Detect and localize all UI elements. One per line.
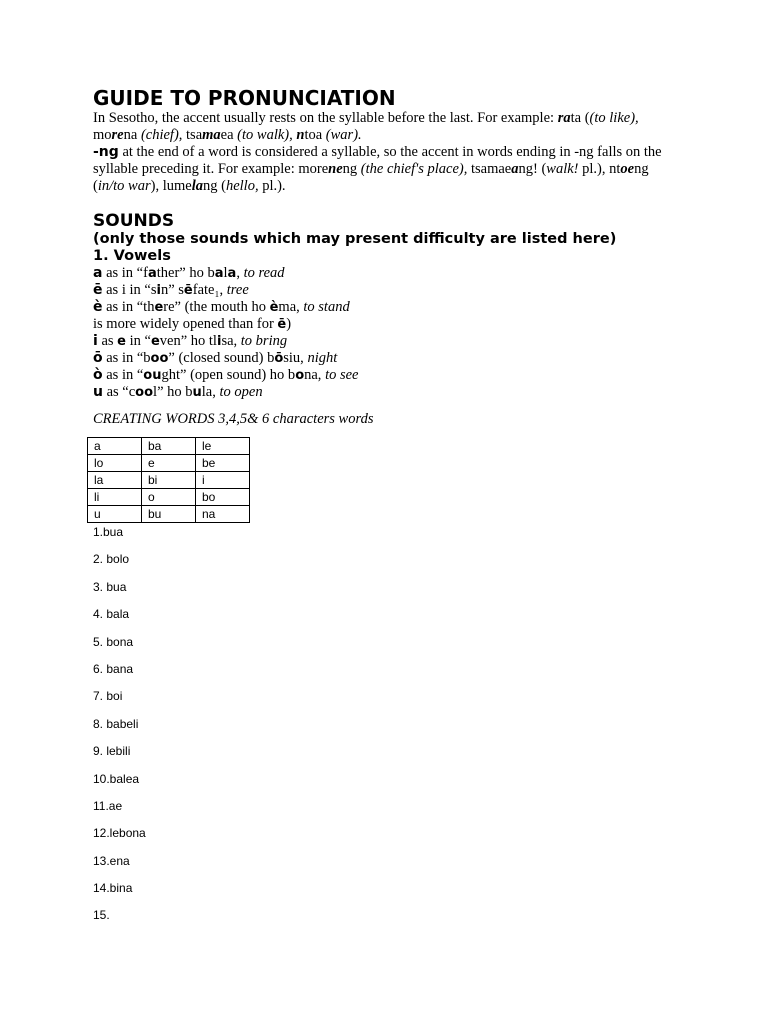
list-item: 5. bona bbox=[93, 634, 134, 649]
example-gloss: (chief), bbox=[140, 127, 183, 143]
vowel-line bbox=[93, 367, 683, 384]
vowel-gloss: to see bbox=[325, 367, 359, 383]
list-item: 2. bolo bbox=[93, 552, 130, 567]
vowel-symbol: ō bbox=[93, 350, 103, 366]
table-cell: be bbox=[196, 455, 250, 472]
list-item: 4. bala bbox=[93, 607, 130, 622]
example-word-rest: ta bbox=[570, 110, 582, 126]
list-item: 6. bana bbox=[93, 661, 134, 676]
vowel-gloss: to stand bbox=[303, 299, 350, 315]
vowel-text: re” (the mouth ho bbox=[163, 299, 270, 315]
vowel-text: sa, bbox=[221, 333, 241, 349]
example-gloss: walk! bbox=[546, 161, 579, 177]
intro-paragraph-2 bbox=[93, 144, 683, 195]
example-gloss: hello, bbox=[225, 178, 259, 194]
example-gloss: (to walk), bbox=[237, 127, 293, 143]
list-item: 13.ena bbox=[93, 853, 130, 868]
vowel-key: ē bbox=[277, 317, 287, 332]
vowel-text: l” ho b bbox=[153, 384, 193, 400]
example-word-rest: ea bbox=[220, 127, 234, 143]
example-gloss: (the chief's place), bbox=[360, 161, 468, 177]
table-cell: lo bbox=[88, 455, 142, 472]
vowel-gloss: night bbox=[307, 350, 338, 366]
example-word-pre: mo bbox=[93, 127, 112, 143]
list-item: 15. bbox=[93, 908, 110, 923]
example-word-rest: ng bbox=[342, 161, 358, 177]
vowel-text: ght” (open sound) ho b bbox=[161, 367, 296, 383]
vowel-text: ) bbox=[286, 316, 292, 332]
intro-text: In Sesotho, the accent usually rests on the syllable before the last. For example: bbox=[93, 110, 558, 126]
vowel-symbol: ē bbox=[93, 282, 103, 298]
table-cell: i bbox=[196, 472, 250, 489]
vowel-key: oo bbox=[135, 385, 154, 400]
list-item: 10.balea bbox=[93, 771, 140, 786]
vowel-text: as in “th bbox=[102, 299, 155, 315]
vowel-gloss: to bring bbox=[240, 333, 288, 349]
vowel-text: l bbox=[223, 265, 228, 281]
vowel-text: as in “ bbox=[102, 367, 144, 383]
vowel-key: ou bbox=[143, 368, 162, 383]
list-item: 14.bina bbox=[93, 881, 133, 896]
vowel-symbol: è bbox=[93, 299, 103, 315]
table-cell: li bbox=[88, 489, 142, 506]
table-cell: u bbox=[88, 506, 142, 523]
stress-syllable: ma bbox=[202, 127, 221, 143]
intro-paragraph-1: In Sesotho, the accent usually rests on the syllable before the last. For example: rata ((to like), morena (chief), tsamaea (to walk), ntoa (war). bbox=[93, 110, 639, 143]
table-row bbox=[88, 489, 250, 506]
vowel-text: is more widely opened than for bbox=[93, 316, 278, 332]
word-list bbox=[93, 525, 683, 936]
vowel-symbol: u bbox=[93, 384, 103, 400]
vowel-text: as in “f bbox=[102, 265, 148, 281]
vowel-text: n” s bbox=[160, 282, 184, 298]
vowel-text: as “c bbox=[102, 384, 136, 400]
list-item: 1.bua bbox=[93, 525, 124, 539]
vowel-gloss: to open bbox=[219, 384, 263, 400]
list-item: 8. babeli bbox=[93, 716, 139, 731]
intro-text: at the end of a word is considered a syllable, so the accent in words ending in -ng falls on the syllable preceding it. For example: more bbox=[93, 144, 662, 177]
vowel-line bbox=[93, 265, 683, 282]
vowel-gloss: to read bbox=[243, 265, 285, 281]
example-word-rest: na bbox=[123, 127, 138, 143]
example-word-rest: ng ( bbox=[93, 161, 649, 194]
stress-syllable: re bbox=[111, 127, 124, 143]
stress-syllable: a bbox=[511, 161, 519, 177]
vowel-line bbox=[93, 282, 683, 299]
example-gloss: in/to war bbox=[97, 178, 151, 194]
example-gloss: (war). bbox=[325, 127, 362, 143]
example-word-rest: ng ( bbox=[202, 178, 226, 194]
vowel-key: e bbox=[150, 334, 160, 349]
vowel-gloss: tree bbox=[226, 282, 249, 298]
vowel-text: as bbox=[97, 333, 118, 349]
list-item: 9. lebili bbox=[93, 744, 131, 759]
vowel-text: in “ bbox=[125, 333, 151, 349]
example-tail: pl.), nt bbox=[582, 161, 621, 177]
stress-syllable: la bbox=[191, 178, 203, 194]
vowel-text: as i in “s bbox=[102, 282, 157, 298]
example-word-pre: tsa bbox=[186, 127, 203, 143]
vowel-key: ē bbox=[183, 283, 193, 298]
creating-words-heading: CREATING WORDS 3,4,5& 6 characters words bbox=[93, 411, 374, 427]
stress-syllable: ne bbox=[328, 161, 343, 177]
vowel-key: oo bbox=[150, 351, 169, 366]
stress-syllable: oe bbox=[620, 161, 635, 177]
vowel-text: as in “b bbox=[102, 350, 151, 366]
list-item: 7. boi bbox=[93, 689, 123, 704]
vowel-key: e bbox=[117, 334, 126, 349]
table-cell: bu bbox=[142, 506, 196, 523]
vowel-key: e bbox=[154, 300, 164, 315]
table-row bbox=[88, 438, 250, 455]
table-row bbox=[88, 506, 250, 523]
vowel-text: ven” ho tl bbox=[159, 333, 217, 349]
table-cell: le bbox=[196, 438, 250, 455]
list-item: 3. bua bbox=[93, 579, 127, 594]
vowel-text: la, bbox=[201, 384, 220, 400]
example-word-pre: tsamae bbox=[470, 161, 512, 177]
table-cell: bo bbox=[196, 489, 250, 506]
list-item: 12.lebona bbox=[93, 826, 146, 841]
vowel-line bbox=[93, 333, 683, 350]
vowel-key: a bbox=[147, 266, 157, 281]
vowel-key: i bbox=[156, 283, 161, 298]
vowel-text: ther” ho b bbox=[156, 265, 215, 281]
table-cell: na bbox=[196, 506, 250, 523]
example-word-rest: toa bbox=[304, 127, 323, 143]
vowel-line bbox=[93, 316, 683, 333]
vowel-key: è bbox=[269, 300, 279, 315]
table-cell: ba bbox=[142, 438, 196, 455]
vowel-list bbox=[93, 265, 683, 401]
vowel-key: i bbox=[216, 334, 222, 349]
syllable-table bbox=[87, 437, 250, 523]
vowel-line bbox=[93, 299, 683, 316]
table-cell: la bbox=[88, 472, 142, 489]
vowel-key: ō bbox=[274, 351, 284, 366]
list-item: 11.ae bbox=[93, 798, 123, 813]
vowel-text: , bbox=[236, 265, 244, 281]
vowel-text: ” (closed sound) b bbox=[168, 350, 275, 366]
sounds-subtitle: (only those sounds which may present difficulty are listed here) bbox=[93, 231, 617, 247]
stress-syllable: n bbox=[296, 127, 305, 143]
vowel-key: a bbox=[227, 266, 237, 281]
vowel-line bbox=[93, 350, 683, 367]
vowel-text: siu, bbox=[283, 350, 308, 366]
vowel-symbol: i bbox=[93, 333, 98, 349]
sounds-heading: SOUNDS bbox=[93, 211, 175, 231]
vowel-text: na, bbox=[304, 367, 326, 383]
stress-syllable: ra bbox=[557, 110, 571, 126]
vowel-line bbox=[93, 384, 683, 401]
example-tail: pl.). bbox=[262, 178, 286, 194]
example-gloss: (to like), bbox=[589, 110, 639, 126]
vowel-key: u bbox=[192, 385, 202, 400]
vowel-key: a bbox=[214, 266, 224, 281]
ng-term: -ng bbox=[93, 144, 119, 160]
vowel-key: o bbox=[295, 368, 305, 383]
vowel-text: ma, bbox=[278, 299, 304, 315]
example-tail: ), lume bbox=[150, 178, 192, 194]
vowel-symbol: ò bbox=[93, 367, 103, 383]
table-cell: e bbox=[142, 455, 196, 472]
vowel-text: fate₁, bbox=[192, 282, 227, 298]
vowels-heading: 1. Vowels bbox=[93, 248, 171, 264]
table-row bbox=[88, 455, 250, 472]
table-row bbox=[88, 472, 250, 489]
table-cell: bi bbox=[142, 472, 196, 489]
example-word-rest: ng! ( bbox=[518, 161, 547, 177]
table-cell: o bbox=[142, 489, 196, 506]
document-page bbox=[93, 86, 683, 936]
page-title: GUIDE TO PRONUNCIATION bbox=[93, 86, 396, 110]
table-cell: a bbox=[88, 438, 142, 455]
vowel-symbol: a bbox=[93, 265, 103, 281]
